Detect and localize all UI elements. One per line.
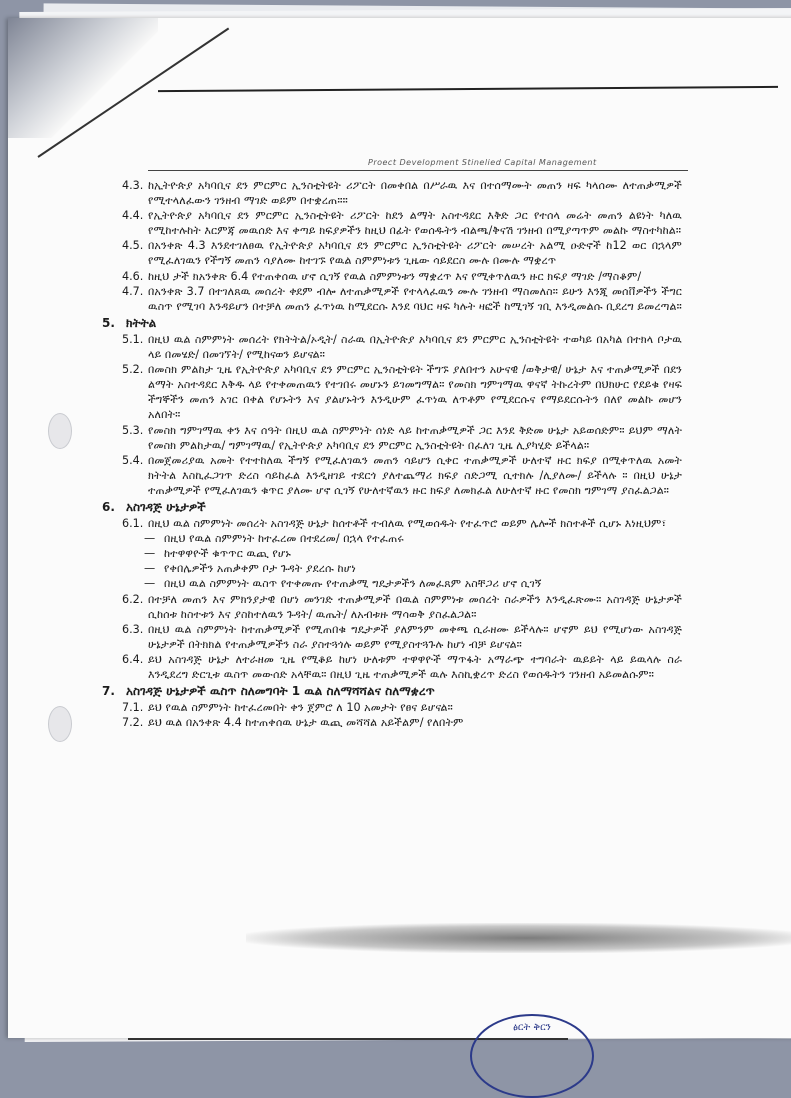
section-6-heading <box>102 500 682 515</box>
clause-4-5 <box>122 238 682 268</box>
clause-number: 6.4. <box>122 652 144 666</box>
header-rule <box>148 170 688 171</box>
clause-5-2 <box>122 362 682 422</box>
clause-text: በዚህ ዉል ስምምነት ከተጠቃሚዎች የሚጠበቁ ግዴታዎች ያለምንም መቀጫ ሲራዘሙ ይችላሉ። ሆኖም ይህ የሚሆነው አስገዳጅ ሁኔታዎች በትክክል የተጠቃሚዎችን ስራ ያስተጓጎሉ ወይም የሚያስተጓጉሉ ከሆነ ብቻ ይሆናል። <box>148 622 682 651</box>
clause-number: 4.6. <box>122 269 144 283</box>
clause-6-1 <box>122 516 682 531</box>
clause-number: 4.3. <box>122 179 144 192</box>
clause-number: 6.2. <box>122 592 144 606</box>
clause-number: 7.2. <box>122 716 144 730</box>
clause-4-4 <box>122 208 682 238</box>
section-title: አስገዳጅ ሁኔታዎች <box>126 499 206 514</box>
clause-text: በአንቀጽ 4.3 እንደተገለፀዉ የኢትዮጵያ አካባቢና ደን ምርምር ኢንስቲትዩት ሪፖርት መሠረት አልሚ ዑድኖች ከ12 ወር በኋላም የሚፈለገዉን የችግኝ መጠን ሳያለሙ ከተገኙ የዉል ስምምነቱን ጊዜው ሳይደርስ ሙሉ በሙሉ ማቋረጥ <box>148 239 682 268</box>
dash-text: የቀበሌዎችን አጠቃቀም ቦታ ጉዳት ያደረሱ ከሆነ <box>164 562 356 576</box>
clause-number: 4.5. <box>122 239 144 253</box>
dash-item <box>144 546 682 561</box>
clause-text: በዚህ ዉል ስምምነት መሰረት የክትትል/ኦዲት/ ስራዉ በኢትዮጵያ አካባቢና ደን ምርምር ኢንስቲትዩት ተወካይ በአካል በተክላ ቦታዉ ላይ በመሄድ/ በመገኘት/ የሚከናወን ይሆናል። <box>148 332 682 362</box>
clause-text: በተቻለ መጠን እና ምክንያታዊ በሆነ መንገድ ተጠቃሚዎች በዉል ስምምነቱ መሰረት ስራዎችን እንዲፈጽሙ። አስገዳጅ ሁኔታዎች ሲከሰቱ ከስተቱን እና ያስከተለዉን ጉዳት/ ዉጤት/ ለአብቱዙ ማሳወቅ ያስፈልጋል። <box>148 592 682 621</box>
document-body <box>102 178 682 730</box>
section-number: 7. <box>102 684 115 699</box>
punch-hole <box>48 413 72 449</box>
dash-marker: — <box>144 577 156 591</box>
section-title: ክትትል <box>126 315 157 330</box>
clause-text: በአንቀጽ 3.7 በተገለጸዉ መሰረት ቀደም ብሎ ለተጠቃሚዎች የተላላፈዉን ሙሉ ገንዘብ ማስመለስ። ይሁን እንጂ መሰቨዎችን ችግር ዉስጥ የሚገባ እንዳይሆን በተቻለ መጠን ፈጥነዉ ከሚደርሱ እንደ ባህር ዛፍ ካሉት ዛፎች ከሚገኝ ገቢ እንዲመልሱ ቢደረግ ይመረጣል። <box>148 284 682 313</box>
clause-5-3 <box>122 423 682 453</box>
ink-smudge <box>246 923 791 953</box>
clause-number: 6.1. <box>122 517 144 531</box>
clause-text: በመስክ ምልከታ ጊዜ የኢትዮጵያ አካባቢና ደን ምርምር ኢንስቲትዩት ችግኙ ያለበተን አሁናዊ /ወቅታዊ/ ሁኔታ እና ተጠቃሚዎች በደን ልማት አስተዳደር እቅዱ ላይ የተቀመጠዉን የተገበሩ መሆኑን ይገመግማል። የመስክ ግምገማዉ ዋናኛ ትኩረትም በህክሁር የደይቁ የዛፍ ችግኞችን መጠን አገር በቀል የሆኑትን እና ያልሆኑትን እንዲሁም ፈጥነዉ ለጥቶም የሚደርሱና የማይደርሱትን በለየ መልኩ መሆን አለበት። <box>148 363 682 422</box>
dash-item <box>144 576 682 591</box>
clause-7-2 <box>122 715 682 730</box>
dash-marker: — <box>144 532 156 546</box>
section-title: አስገዳጅ ሁኔታዎች ዉስጥ ስለመግባት 1 ዉል ስለማሻሻልና ስለማቋረጥ <box>126 684 435 699</box>
clause-text: ከኢትዮጵያ አካባቢና ደን ምርምር ኢንስቲትዩት ሪፖርት በመቀበል በሥራዉ እና በተሰማሙት መጠን ዛፍ ካላሰሙ ለተጠቃሚዎች የሚተላለፈውን ገንዘብ ማገድ ወይም በተቋረጠ።። <box>148 179 682 208</box>
clause-number: 7.1. <box>122 701 144 715</box>
clause-5-4 <box>122 453 682 498</box>
clause-4-3 <box>122 178 682 208</box>
section-4-items <box>122 178 682 314</box>
clause-text: የኢትዮጵያ አካባቢና ደን ምርምር ኢንስቲትዩት ሪፖርት ከደን ልማት አስተዳደር እቅድ ጋር የተሰላ መሬት መጠን ልዩነት ካለዉ የሚከተሉከት እርምጃ መዉሰድ እና ቀጣይ ክፍያዎችን ከዚህ በፊት የወሰዱትን ብልጫ/ቅናሽ ገንዘብ በሚያጣጥም መልኩ ማስተካከል። <box>148 209 682 238</box>
dash-item <box>144 561 682 576</box>
clause-number: 5.3. <box>122 423 144 437</box>
section-7-heading <box>102 684 682 699</box>
section-number: 6. <box>102 499 115 514</box>
clause-number: 6.3. <box>122 622 144 636</box>
dash-text: ከተዋዋዮች ቁጥጥር ዉጪ የሆኑ <box>164 547 291 561</box>
dash-text: በዚህ የዉል ስምምነት ከተፈረመ በተደረመ/ በኋላ የተፈጠሩ <box>164 532 404 546</box>
dash-text: በዚህ ዉል ስምምነት ዉስጥ የተቀመጡ የተጠቃሚ ግዴታዎችን ለመፈጸም አስቸጋሪ ሆኖ ሲገኝ <box>164 577 542 591</box>
folded-corner <box>8 18 158 138</box>
clause-text: ይህ የዉል ስምምነት ከተፈረመበት ቀን ጀምሮ ለ 10 አመታት የፀና ይሆናል። <box>148 701 453 715</box>
clause-text: የመስክ ግምገማዉ ቀን እና ሰዓት በዚህ ዉል ስምምነት ሰነድ ላይ ከተጠቃሚዎች ጋር እንደ ቅድመ ሁኔታ አይወሰድም። ይህም ማለት የመስክ ምልከታዉ/ ግምገማዉ/ የኢትዮጵያ አካባቢና ደን ምርምር ኢንስቲትዩት በፈለገ ጊዜ ሊያካሂድ ይችላል። <box>148 423 682 452</box>
dash-marker: — <box>144 547 156 561</box>
clause-6-2 <box>122 592 682 622</box>
clause-number: 4.4. <box>122 209 144 223</box>
clause-4-6 <box>122 269 682 284</box>
stamp-text: ፅርት ቅርን <box>513 1022 551 1033</box>
clause-text: ይህ ዉል በአንቀጽ 4.4 ከተጠቀሰዉ ሁኔታ ዉጪ መሻሻል አይችልም/ የለበትም <box>148 716 464 730</box>
dash-marker: — <box>144 562 156 576</box>
section-5-heading <box>102 316 682 331</box>
clause-text: ይህ አስገዳጅ ሁኔታ ለተራዘመ ጊዜ የሚቆይ ከሆነ ሁለቱም ተዋዋዮች ማጥፋት አማራጭ ተግባራት ዉይይት ላይ ይዉላሉ ስራ እንዲደረግ ድርጊቱ ዉስጥ መውሰድ አላቸዉ። በዚህ ጊዜ ተጠቃሚዎች ዉሉ እስኪቋረጥ ድረስ የወሰዱትን ገንዘብ አይመልሱም። <box>148 652 682 681</box>
clause-text: በመጀመሪያዉ አመት የተተከለዉ ችግኝ የሚፈለገዉን መጠን ሳይሆን ሲቀር ተጠቃሚዎች ሁለተኛ ዙር ክፍያ በሚቀጥለዉ አመት ክትትል እስኪፈጋገጥ ድረስ ሳይከፈል እንዲዘገይ ተደርጎ ያለተጨማሪ ክፍያ ስድጋሚ ሲተክሉ /ሊያለሙ/ ይችላሉ ። በዚህ ሁኔታ ተጠቃሚዎች የሚፈለገዉን ቁጥር ያለሙ ሆኖ ሲገኝ የሁለተኛዉን ዙር ክፍያ ለመክፈል ለሁለተኛ ዙር የመስክ ግምገማ ያስፈልጋል። <box>148 453 682 497</box>
dash-item <box>144 531 682 546</box>
clause-7-1 <box>122 700 682 715</box>
clause-6-3 <box>122 622 682 652</box>
punch-hole <box>48 706 72 742</box>
clause-5-1 <box>122 332 682 362</box>
clause-number: 5.4. <box>122 453 144 467</box>
official-stamp <box>470 1014 594 1098</box>
clause-number: 5.1. <box>122 332 144 346</box>
clause-text: ከዚህ ታች ክአንቀጽ 6.4 የተጠቀሰዉ ሆኖ ሲገኝ የዉል ስምምነቱን ማቋረጥ እና የሚቀጥለዉን ዙር ክፍያ ማገድ /ማስቆም/ <box>148 269 642 283</box>
page-top-rule <box>158 86 778 92</box>
clause-6-4 <box>122 652 682 682</box>
clause-4-7 <box>122 284 682 314</box>
section-number: 5. <box>102 315 115 330</box>
running-header: Proect Development Stinelied Capital Management <box>368 158 597 167</box>
clause-text: በዚህ ዉል ስምምነት መሰረት አስገዳጅ ሁኔታ ከሰተቶች ተብለዉ የሚወሰዱት የተፈጥሮ ወይም ሌሎች ክስተቶች ሲሆኑ እነዚህም፣ <box>148 517 667 531</box>
clause-number: 5.2. <box>122 363 144 377</box>
clause-number: 4.7. <box>122 284 144 298</box>
